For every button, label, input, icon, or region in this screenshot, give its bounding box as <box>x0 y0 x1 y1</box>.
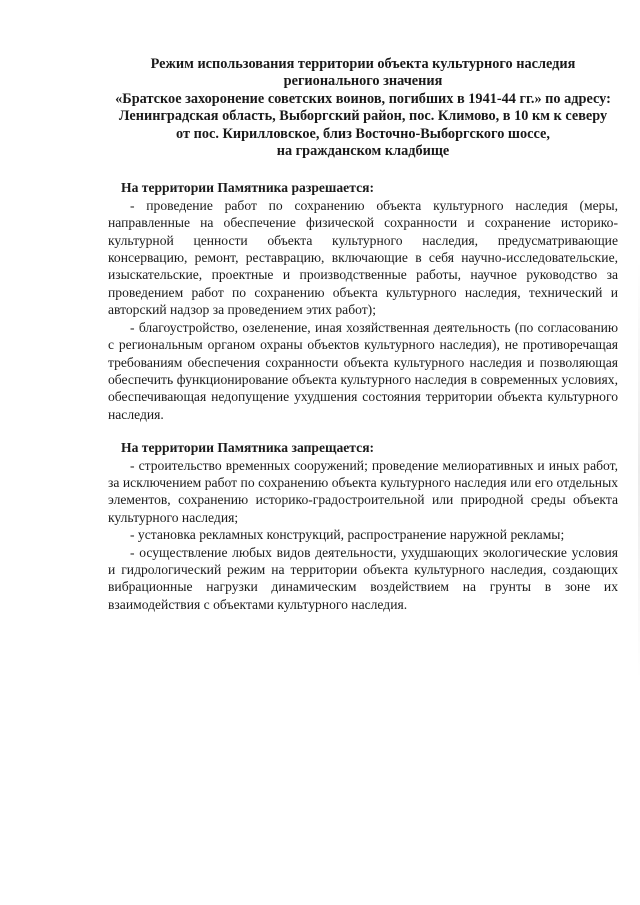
title-line: «Братское захоронение советских воинов, погибших в 1941-44 гг.» по адресу: <box>115 90 611 107</box>
prohibited-item: - строительство временных сооружений; проведение мелиоративных и иных работ, за исключением работ по сохранению объекта культурного наследия или его отдельных элементов, сохранению историко-градостроительной или природной среды объекта культурного наследия; <box>108 457 618 525</box>
allowed-section <box>108 179 618 423</box>
title-line: от пос. Кирилловское, близ Восточно-Выборгского шоссе, <box>176 125 550 142</box>
title-line: Режим использования территории объекта культурного наследия <box>150 56 576 72</box>
document-title <box>108 56 618 160</box>
title-line: Ленинградская область, Выборгский район, пос. Климово, в 10 км к северу <box>118 108 608 125</box>
prohibited-heading: На территории Памятника запрещается: <box>121 440 375 456</box>
allowed-heading: На территории Памятника разрешается: <box>121 180 374 196</box>
title-line: на гражданском кладбище <box>276 143 450 160</box>
prohibited-item: - осуществление любых видов деятельности, ухудшающих экологические условия и гидрологический режим на территории объекта культурного наследия, создающих вибрационные нагрузки динамическим воздействием на грунты в зоне их взаимодействия с объектами культурного наследия. <box>108 544 618 612</box>
prohibited-section <box>108 439 618 613</box>
allowed-item: - благоустройство, озеленение, иная хозяйственная деятельность (по согласованию с региональным органом охраны объектов культурного наследия), не противоречащая требованиям обеспечения сохранности объекта культурного наследия и позволяющая обеспечить функционирование объекта культурного наследия в современных условиях, обеспечивающая недопущение ухудшения состояния территории объекта культурного наследия. <box>108 319 618 422</box>
allowed-item: - проведение работ по сохранению объекта культурного наследия (меры, направленные на обеспечение физической сохранности и сохранение историко-культурной ценности объекта культурного наследия, предусматривающие консервацию, ремонт, реставрацию, включающие в себя научно-исследовательские, изыскательские, проектные и производственные работы, научное руководство за проведением работ по сохранению объекта культурного наследия, технический и авторский надзор за проведением этих работ); <box>108 197 618 318</box>
prohibited-item: - установка рекламных конструкций, распространение наружной рекламы; <box>130 527 565 543</box>
title-line: регионального значения <box>283 73 443 90</box>
